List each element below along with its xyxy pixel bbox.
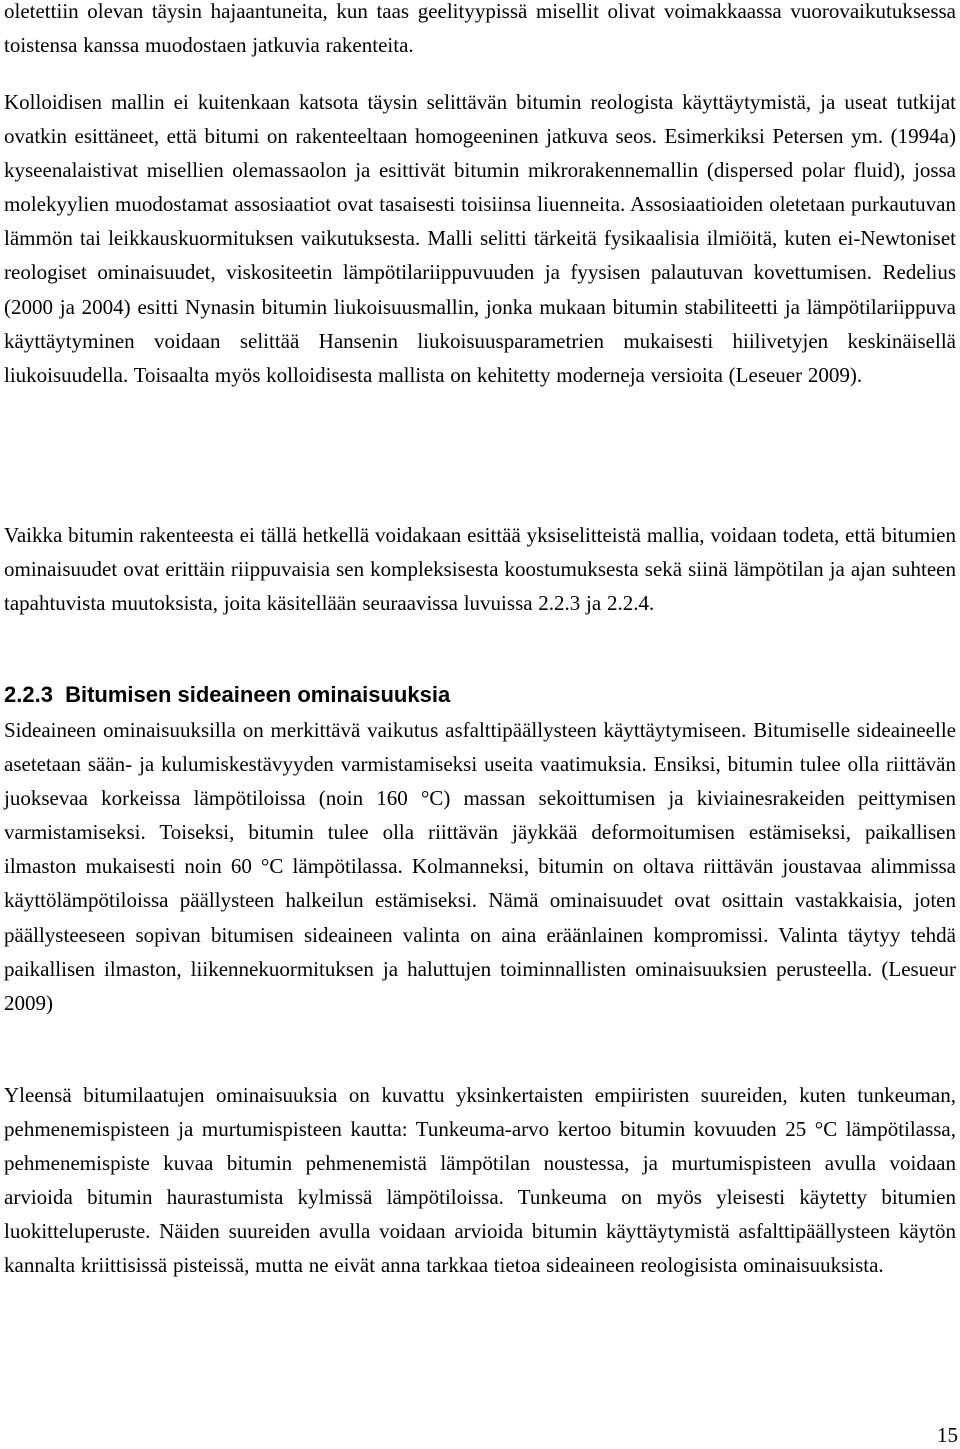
section-heading xyxy=(4,680,450,710)
body-paragraph-4: Sideaineen ominaisuuksilla on merkittävä vaikutus asfalttipäällysteen käyttäytymiseen. Bitumiselle sideaineelle asetetaan sään- ja kulumiskestävyyden varmistamiseksi useita vaatimuksia. Ensiksi, bitumin tulee olla riittävän juoksevaa korkeissa lämpötiloissa (noin 160 °C) massan sekoittumisen ja kiviainesrakeiden peittymisen varmistamiseksi. Toiseksi, bitumin tulee olla riittävän jäykkää deformoitumisen estämiseksi, paikallisen ilmaston mukaisesti noin 60 °C lämpötilassa. Kolmanneksi, bitumin on oltava riittävän joustavaa alimmissa käyttölämpötiloissa päällysteen halkeilun estämiseksi. Nämä ominaisuudet ovat osittain vastakkaisia, joten päällysteeseen sopivan bitumisen sideaineen valinta on aina eräänlainen kompromissi. Valinta täytyy tehdä paikallisen ilmaston, liikennekuormituksen ja haluttujen toiminnallisten ominaisuuksien perusteella. (Lesueur 2009) xyxy=(4,718,956,1015)
body-paragraph-1: oletettiin olevan täysin hajaantuneita, kun taas geelityypissä misellit olivat voimakkaassa vuorovaikutuksessa toistensa kanssa muodostaen jatkuvia rakenteita. xyxy=(4,0,956,58)
section-number: 2.2.3 xyxy=(4,682,53,707)
page-number: 15 xyxy=(937,1423,958,1447)
body-paragraph-3: Vaikka bitumin rakenteesta ei tällä hetkellä voidakaan esittää yksiselitteistä mallia, voidaan todeta, että bitumien ominaisuudet ovat erittäin riippuvaisia sen kompleksisesta koostumuksesta sekä siinä lämpötilan ja ajan suhteen tapahtuvista muutoksista, joita käsitellään seuraavissa luvuissa 2.2.3 ja 2.2.4. xyxy=(4,523,956,616)
body-paragraph-2: Kolloidisen mallin ei kuitenkaan katsota täysin selittävän bitumin reologista käyttäytymistä, ja useat tutkijat ovatkin esittäneet, että bitumi on rakenteeltaan homogeeninen jatkuva seos. Esimerkiksi Petersen ym. (1994a) kyseenalaistivat misellien olemassaolon ja esittivät bitumin mikrorakennemallin (dispersed polar fluid), jossa molekyylien muodostamat assosiaatiot ovat tasaisesti toisiinsa liuenneita. Assosiaatioiden oletetaan purkautuvan lämmön tai leikkauskuormituksen vaikutuksesta. Malli selitti tärkeitä fysikaalisia ilmiöitä, kuten ei-Newtoniset reologiset ominaisuudet, viskositeetin lämpötilariippuvuuden ja fyysisen palautuvan kovettumisen. Redelius (2000 ja 2004) esitti Nynasin bitumin liukoisuusmallin, jonka mukaan bitumin stabiliteetti ja lämpötilariippuva käyttäytyminen voidaan selittää Hansenin liukoisuusparametrien mukaisesti hiilivetyjen keskinäisellä liukoisuudella. Toisaalta myös kolloidisesta mallista on kehitetty moderneja versioita (Leseuer 2009). xyxy=(4,90,956,387)
body-paragraph-5: Yleensä bitumilaatujen ominaisuuksia on kuvattu yksinkertaisten empiiristen suureiden, kuten tunkeuman, pehmenemispisteen ja murtumispisteen kautta: Tunkeuma-arvo kertoo bitumin kovuuden 25 °C lämpötilassa, pehmenemispiste kuvaa bitumin pehmenemistä lämpötilan noustessa, ja murtumispisteen avulla voidaan arvioida bitumin haurastumista kylmissä lämpötiloissa. Tunkeuma on myös yleisesti käytetty bitumien luokitteluperuste. Näiden suureiden avulla voidaan arvioida bitumin käyttäytymistä asfalttipäällysteen käytön kannalta kriittisissä pisteissä, mutta ne eivät anna tarkkaa tietoa sideaineen reologisista ominaisuuksista. xyxy=(4,1083,956,1278)
section-title: Bitumisen sideaineen ominaisuuksia xyxy=(65,682,451,707)
